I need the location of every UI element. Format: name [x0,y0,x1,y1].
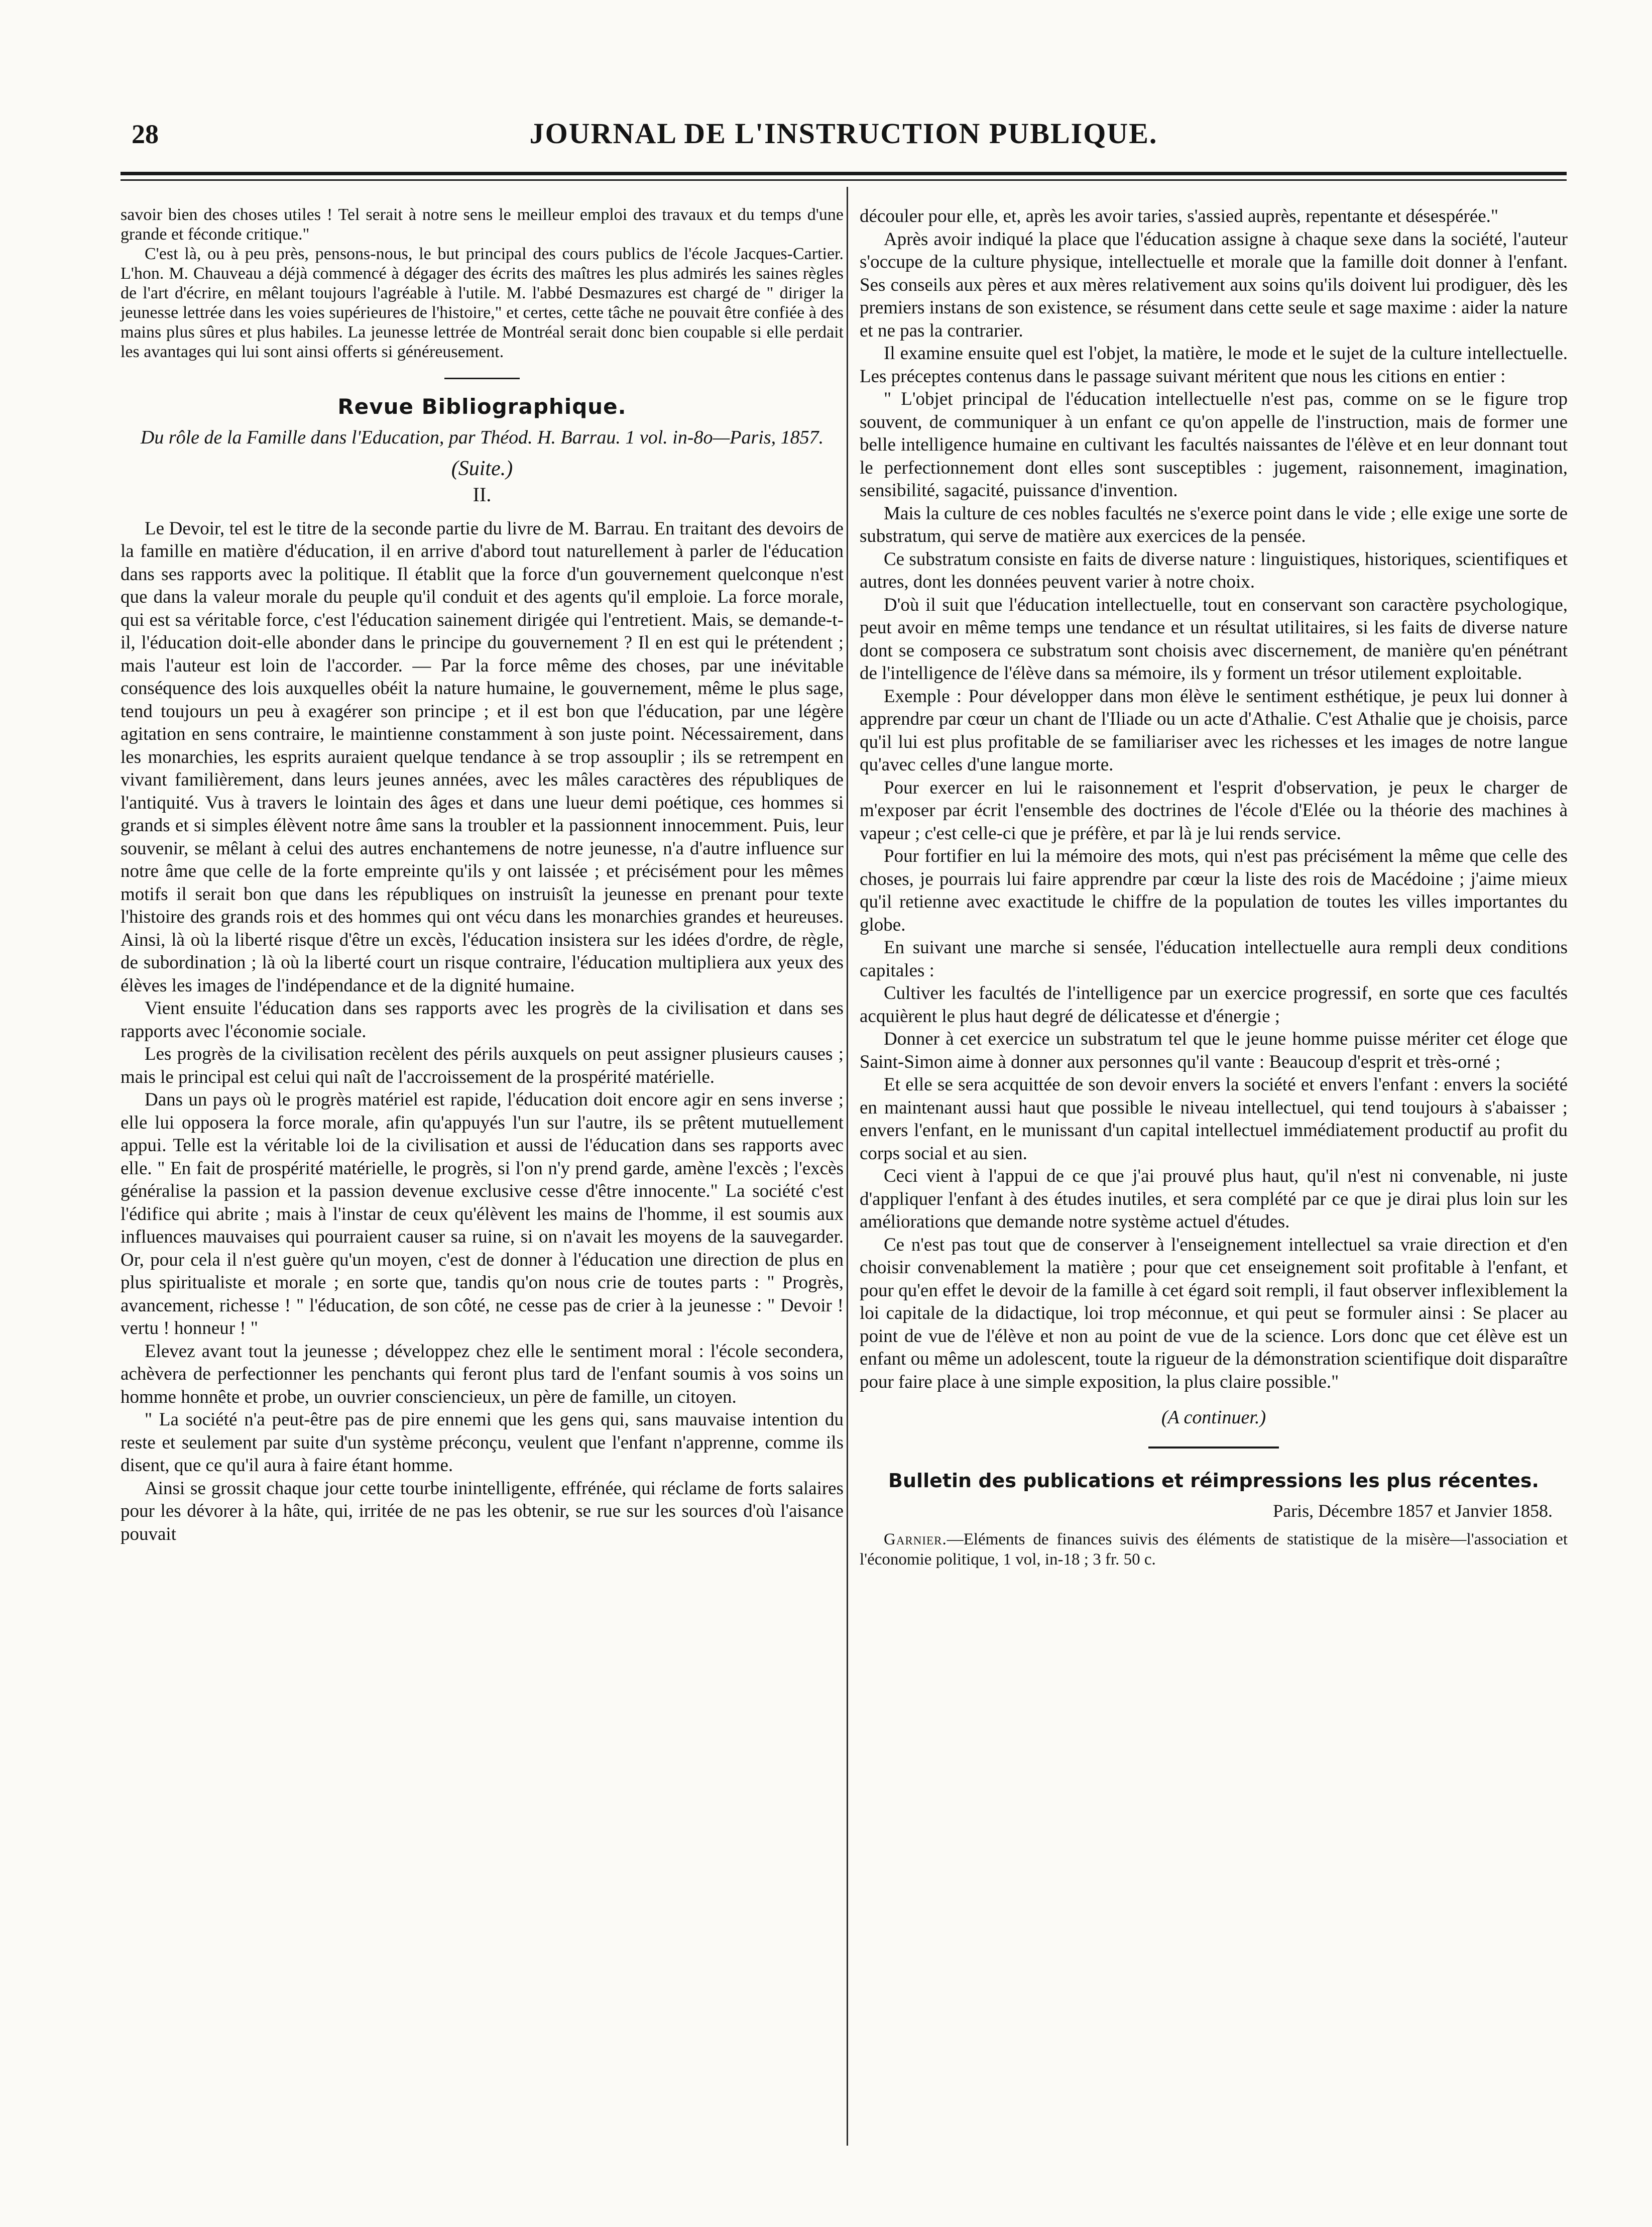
header-rule-thin [121,179,1567,181]
section-title: Revue Bibliographique. [337,394,627,419]
quoted-paragraph: D'où il suit que l'éducation intellectuelle, tout en conservant son caractère psychologique, peut avoir en même temps une tendance et un résultat utilitaires, si les faits de diverse nature dont se composera ce substratum sont choisis avec discernement, de manière qu'en pénétrant de l'intelligence de l'élève dans sa mémoire, ils y forment un trésor utilement exploitable. [860,594,1568,684]
entry-author: Garnier. [884,1530,947,1548]
left-column [121,205,844,1545]
intro-paragraph: C'est là, ou à peu près, pensons-nous, le but principal des cours publics de l'école Jacques-Cartier. L'hon. M. Chauveau a déjà commencé à dégager des écrits des maîtres les plus admirés les saines règles de l'art d'écrire, en mêlant toujours l'agréable à l'utile. M. l'abbé Desmazures est chargé de " diriger la jeunesse lettrée dans les voies supérieures de l'histoire," et certes, cette tâche ne pouvait être confiée à des mains plus sûres et plus habiles. La jeunesse lettrée de Montréal serait donc bien coupable si elle perdait les avantages qui lui sont ainsi offerts si généreusement. [121,245,844,361]
entry-text: —Eléments de finances suivis des éléments de statistique de la misère—l'association et l'économie politique, 1 vol, in-18 ; 3 fr. 50 c. [860,1530,1568,1569]
column-divider [847,187,848,2146]
quoted-paragraph: Ceci vient à l'appui de ce que j'ai prouvé plus haut, qu'il n'est ni convenable, ni juste d'appliquer l'enfant à des études inutiles, et sera complété par ce que je dirai plus loin sur les améliorations que demande notre système actuel d'études. [860,1166,1568,1232]
quoted-paragraph: Cultiver les facultés de l'intelligence par un exercice progressif, en sorte que ces facultés acquièrent le plus haut degré de délicatesse et d'énergie ; [860,983,1568,1027]
suite-label: (Suite.) [451,457,513,480]
body-paragraph: Après avoir indiqué la place que l'éducation assigne à chaque sexe dans la société, l'auteur s'occupe de la culture physique, intellectuelle et morale que la famille doit donner à l'enfant. Ses conseils aux pères et aux mères relativement aux soins qu'ils doivent lui prodiguer, dès les premiers instans de son existence, se résument dans cette seule et sage maxime : aider la nature et ne pas la contrarier. [860,229,1568,341]
dateline: Paris, Décembre 1857 et Janvier 1858. [1273,1500,1553,1521]
book-reference: Du rôle de la Famille dans l'Education, par Théod. H. Barrau. 1 vol. in-8o—Paris, 1857. [140,426,824,448]
section-separator [1148,1446,1279,1449]
body-paragraph: " La société n'a peut-être pas de pire ennemi que les gens qui, sans mauvaise intention du reste et seulement par suite d'un système préconçu, veulent que l'enfant n'apprenne, comme ils disent, que ce qu'il aura à faire étant homme. [121,1409,844,1476]
body-paragraph: Vient ensuite l'éducation dans ses rapports avec les progrès de la civilisation et dans ses rapports avec l'économie sociale. [121,998,844,1042]
quoted-paragraph: Pour exercer en lui le raisonnement et l'esprit d'observation, je peux le charger de m'exposer par écrit l'ensemble des doctrines de l'école d'Elée ou la théorie des machines à vapeur ; c'est celle-ci que je préfère, et par là je lui rends service. [860,777,1568,844]
quoted-paragraph: Mais la culture de ces nobles facultés ne s'exerce point dans le vide ; elle exige une sorte de substratum, qui serve de matière aux exercices de la pensée. [860,503,1568,546]
intro-section [121,205,844,362]
to-continue-label: (A continuer.) [1161,1407,1266,1428]
quoted-paragraph: Donner à cet exercice un substratum tel que le jeune homme puisse mériter cet éloge que Saint-Simon aime à donner aux personnes qu'il vante : Beaucoup d'esprit et très-orné ; [860,1029,1568,1072]
intro-paragraph: savoir bien des choses utiles ! Tel serait à notre sens le meilleur emploi des travaux et du temps d'une grande et féconde critique." [121,205,844,244]
body-paragraph: Les progrès de la civilisation recèlent des périls auxquels on peut assigner plusieurs causes ; mais le principal est celui qui naît de l'accroissement de la prospérité matérielle. [121,1044,844,1087]
quoted-paragraph: En suivant une marche si sensée, l'éducation intellectuelle aura rempli deux conditions capitales : [860,937,1568,981]
body-paragraph: découler pour elle, et, après les avoir taries, s'assied auprès, repentante et désespérée." [860,206,1499,227]
journal-title: JOURNAL DE L'INSTRUCTION PUBLIQUE. [529,117,1158,150]
body-paragraph: Il examine ensuite quel est l'objet, la matière, le mode et le sujet de la culture intellectuelle. Les préceptes contenus dans le passage suivant méritent que nous les citions en entier : [860,343,1568,387]
body-paragraph: Elevez avant tout la jeunesse ; développez chez elle le sentiment moral : l'école secondera, achèvera de perfectionner les penchants qui feront plus tard de l'enfant soumis à vos soins un homme honnête et probe, un ouvrier consciencieux, un père de famille, un citoyen. [121,1341,844,1407]
quoted-paragraph: Exemple : Pour développer dans mon élève le sentiment esthétique, je peux lui donner à apprendre par cœur un chant de l'Iliade ou un acte d'Athalie. C'est Athalie que je choisis, parce qu'il lui est plus profitable de se familiariser avec les richesses et les images de notre langue qu'avec celles d'une langue morte. [860,686,1568,775]
quoted-paragraph: " L'objet principal de l'éducation intellectuelle n'est pas, comme on se le figure trop souvent, de communiquer à un enfant ce qu'on appelle de l'instruction, mais de former une belle intelligence humaine en cultivant les facultés naissantes de l'élève et en leur donnant tout le perfectionnement dont elles sont susceptibles : jugement, raisonnement, imagination, sensibilité, sagacité, puissance d'invention. [860,389,1568,501]
quoted-paragraph: Et elle se sera acquittée de son devoir envers la société et envers l'enfant : envers la société en maintenant aussi haut que possible le niveau intellectuel, qui tend toujours à s'abaisser ; envers l'enfant, en le munissant d'un capital intellectuel immédiatement productif au profit du corps social et au sien. [860,1074,1568,1164]
bulletin-title: Bulletin des publications et réimpressions les plus récentes. [888,1469,1539,1492]
body-paragraph: Dans un pays où le progrès matériel est rapide, l'éducation doit encore agir en sens inverse ; elle lui opposera la force morale, afin qu'appuyés l'un sur l'autre, ils se prêtent mutuellement appui. Telle est la véritable loi de la civilisation et aussi de l'éducation dans ses rapports avec elle. " En fait de prospérité matérielle, le progrès, si l'on n'y prend garde, amène l'excès ; l'excès généralise la passion et la passion devenue exclusive cesse d'être innocente." La société c'est l'édifice qui abrite ; mais à l'instar de ceux qu'élèvent les mains de l'homme, il est soumis aux influences mauvaises qui pourraient causer sa ruine, si on n'avait les moyens de la sauvegarder. Or, pour cela il n'est guère qu'un moyen, c'est de donner à l'éducation une direction de plus en plus spiritualiste et morale ; en sorte que, tandis qu'on nous crie de toutes parts : " Progrès, avancement, richesse ! " l'éducation, de son côté, ne cesse pas de crier à la jeunesse : " Devoir ! vertu ! honneur ! " [121,1089,844,1339]
page-header [121,115,1567,155]
bulletin-entry [860,1529,1568,1570]
header-rule-thick [121,172,1567,175]
body-paragraph: Ainsi se grossit chaque jour cette tourbe inintelligente, effrénée, qui réclame de forts salaires pour les dévorer à la hâte, qui, irritée de ne pas les obtenir, se rue sur les sources d'où l'aisance pouvait [121,1478,844,1544]
quoted-paragraph: Ce substratum consiste en faits de diverse nature : linguistiques, historiques, scientifiques et autres, dont les données peuvent varier à notre choix. [860,548,1568,592]
right-column [860,205,1568,1570]
quoted-paragraph: Pour fortifier en lui la mémoire des mots, qui n'est pas précisément la même que celle des choses, je pourrais lui faire apprendre par cœur la liste des rois de Macédoine ; j'aime mieux qu'il retienne avec exactitude le chiffre de la population de toutes les villes importantes du globe. [860,846,1568,935]
part-number: II. [473,483,492,506]
page-number: 28 [132,119,159,149]
section-separator [444,378,520,379]
quoted-paragraph: Ce n'est pas tout que de conserver à l'enseignement intellectuel sa vraie direction et d'en choisir convenablement la matière ; pour que cet enseignement soit profitable à l'enfant, et pour qu'en effet le devoir de la famille à cet égard soit rempli, il faut observer inflexiblement la loi capitale de la didactique, loi trop méconnue, et qui peut se formuler ainsi : Se placer au point de vue de l'élève et non au point de vue de la science. Lors donc que cet élève est un enfant ou même un adolescent, toute la rigueur de la démonstration scientifique doit disparaître pour faire place à une simple exposition, la plus claire possible." [860,1234,1568,1392]
body-paragraph: Le Devoir, tel est le titre de la seconde partie du livre de M. Barrau. En traitant des devoirs de la famille en matière d'éducation, il en arrive d'abord tout naturellement à parler de l'éducation dans ses rapports avec la politique. Il établit que la force d'un gouvernement quelconque n'est que dans la valeur morale du peuple qu'il conduit et des agents qu'il emploie. La force morale, qui est sa véritable force, c'est l'éducation sainement dirigée qui l'entretient. Mais, se demande-t-il, l'éducation doit-elle abonder dans le principe du gouvernement ? Il en est qui le prétendent ; mais l'auteur est loin de l'accorder. — Par la force même des choses, par une inévitable conséquence des lois auxquelles obéit la nature humaine, le gouvernement, même le plus sage, tend toujours un peu à exagérer son principe ; et il est bon que l'éducation, par une légère agitation en sens contraire, le maintienne constamment à son juste point. Nécessairement, dans les monarchies, les esprits auraient quelque tendance à se trop assouplir ; ils se retrempent en vivant familièrement, dans leurs jeunes années, avec les mâles caractères des républiques de l'antiquité. Vus à travers le lointain des âges et dans une lueur demi poétique, ces hommes si grands et si simples élèvent notre âme sans la troubler et la passionnent innocemment. Puis, leur souvenir, se mêlant à celui des autres enchantemens de notre jeunesse, n'a d'autre influence sur notre âme que celle de la forte empreinte qu'ils y ont laissée ; et précisément pour les mêmes motifs il serait bon que dans les républiques on instruisît la jeunesse en prenant pour texte l'histoire des grands rois et des hommes qui ont vécu dans les monarchies grandes et heureuses. Ainsi, là où la liberté risque d'être un excès, l'éducation insistera sur les idées d'ordre, de règle, de subordination ; là où la liberté court un risque contraire, l'éducation multipliera aux yeux des élèves les images de l'indépendance et de la dignité humaine. [121,518,844,996]
